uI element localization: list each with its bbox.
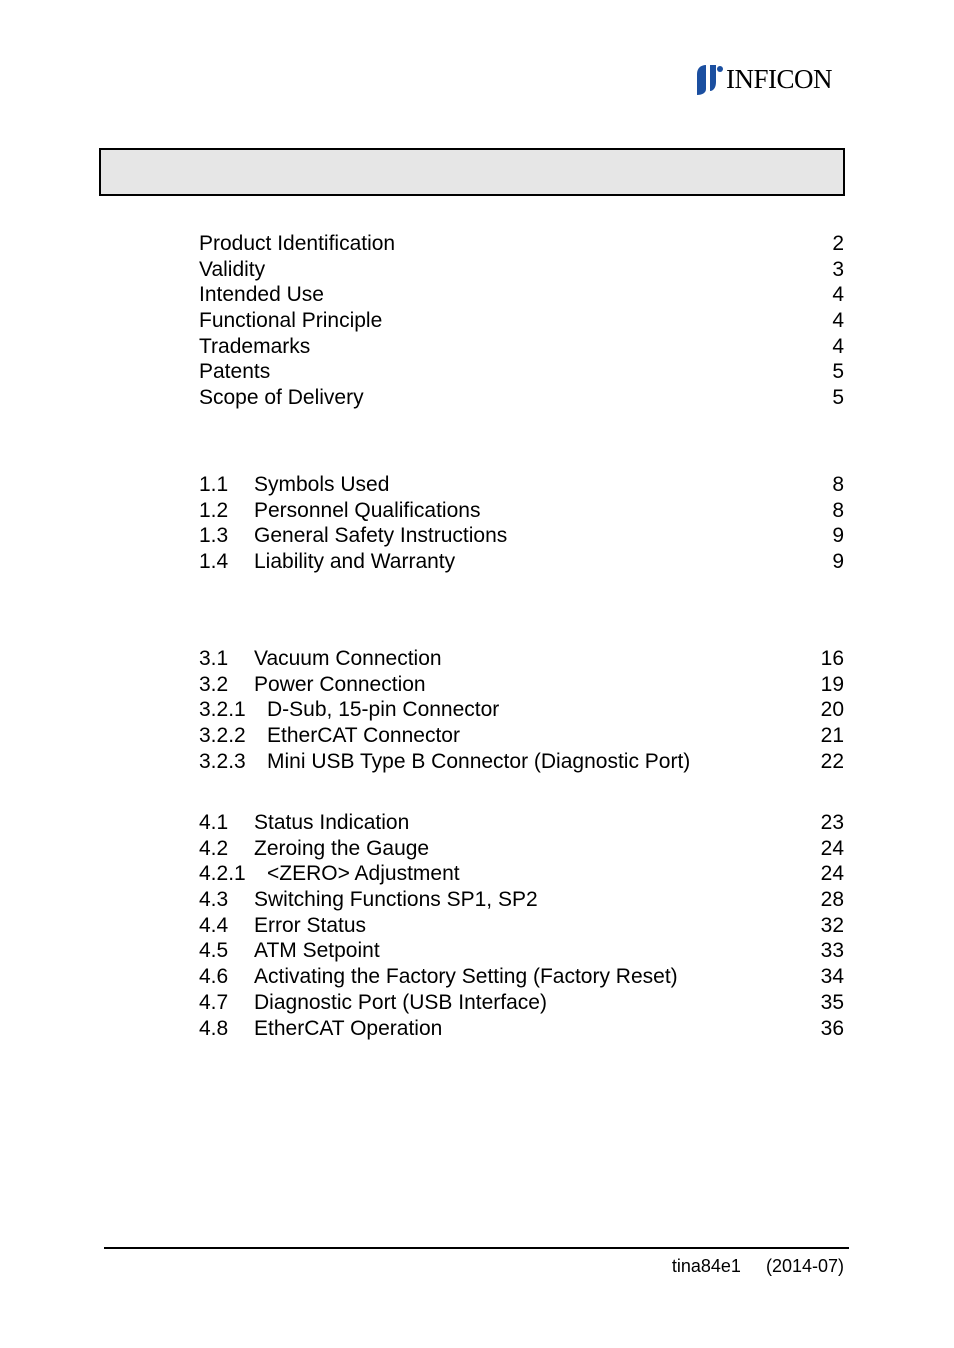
toc-entry[interactable] bbox=[199, 1016, 844, 1042]
toc-entry[interactable] bbox=[199, 549, 844, 575]
toc-entry-number: 4.8 bbox=[199, 1016, 229, 1040]
toc-entry[interactable] bbox=[199, 385, 844, 411]
toc-entry-page: 4 bbox=[832, 334, 844, 358]
toc-entry[interactable] bbox=[199, 810, 844, 836]
toc-entry-page: 35 bbox=[820, 990, 844, 1014]
toc-section-1 bbox=[199, 472, 844, 575]
toc-entry-title: Intended Use bbox=[199, 283, 324, 307]
toc-entry-title: Activating the Factory Setting (Factory Reset) bbox=[254, 965, 678, 989]
toc-entry-page: 5 bbox=[832, 386, 844, 410]
toc-entry-number: 4.1 bbox=[199, 811, 229, 834]
logo-text: INFICON bbox=[726, 63, 833, 94]
toc-entry-title: <ZERO> Adjustment bbox=[267, 862, 460, 886]
toc-entry-number: 1.2 bbox=[199, 498, 229, 522]
toc-entry-number: 4.6 bbox=[199, 965, 229, 989]
toc-entry-title: Patents bbox=[199, 360, 271, 384]
toc-entry-title: Validity bbox=[199, 257, 266, 281]
toc-entry-title: Functional Principle bbox=[199, 309, 383, 333]
toc-entry[interactable] bbox=[199, 938, 844, 964]
toc-entry-page: 16 bbox=[820, 647, 844, 670]
toc-entry-number: 4.5 bbox=[199, 939, 229, 963]
toc-section-4 bbox=[199, 810, 844, 1041]
toc-entry-number: 4.2 bbox=[199, 836, 229, 860]
toc-entry-title: Symbols Used bbox=[254, 473, 390, 496]
toc-front-matter bbox=[199, 231, 844, 411]
toc-section-3 bbox=[199, 646, 844, 774]
toc-entry-title: Error Status bbox=[254, 913, 367, 937]
toc-entry-page: 24 bbox=[820, 862, 844, 886]
toc-entry-title: Product Identification bbox=[199, 232, 396, 255]
toc-entry[interactable] bbox=[199, 672, 844, 698]
toc-entry-page: 22 bbox=[820, 749, 844, 773]
toc-entry-number: 4.7 bbox=[199, 990, 229, 1014]
toc-entry[interactable] bbox=[199, 913, 844, 939]
toc-entry-number: 3.2 bbox=[199, 672, 229, 696]
toc-entry-number: 3.2.1 bbox=[199, 698, 246, 722]
toc-entry-title: Switching Functions SP1, SP2 bbox=[254, 888, 538, 912]
toc-entry-page: 5 bbox=[832, 360, 844, 384]
toc-entry-number: 3.2.2 bbox=[199, 724, 246, 748]
toc-entry-page: 21 bbox=[820, 724, 844, 748]
toc-entry-page: 32 bbox=[820, 913, 844, 937]
toc-entry[interactable] bbox=[199, 964, 844, 990]
toc-entry-number: 1.3 bbox=[199, 524, 229, 548]
toc-entry[interactable] bbox=[199, 359, 844, 385]
toc-entry-title: Mini USB Type B Connector (Diagnostic Port) bbox=[267, 749, 691, 773]
toc-entry-page: 4 bbox=[832, 309, 844, 333]
toc-entry-page: 33 bbox=[820, 939, 844, 963]
toc-entry-title: Trademarks bbox=[199, 334, 311, 358]
toc-entry-title: Status Indication bbox=[254, 811, 410, 834]
toc-entry-number: 4.2.1 bbox=[199, 862, 246, 886]
toc-entry[interactable] bbox=[199, 334, 844, 360]
toc-entry-number: 1.1 bbox=[199, 473, 229, 496]
document-title-box bbox=[99, 148, 845, 196]
inficon-mark-icon bbox=[694, 62, 724, 96]
footer-date: (2014-07) bbox=[765, 1256, 844, 1276]
toc-entry-page: 36 bbox=[820, 1016, 844, 1040]
toc-entry[interactable] bbox=[199, 472, 844, 498]
toc-entry[interactable] bbox=[199, 836, 844, 862]
toc-entry-title: ATM Setpoint bbox=[254, 939, 380, 963]
toc-entry-number: 3.1 bbox=[199, 647, 229, 670]
toc-entry-page: 4 bbox=[832, 283, 844, 307]
footer-rule bbox=[104, 1247, 849, 1249]
footer-doc-id: tina84e1 bbox=[671, 1256, 741, 1276]
footer bbox=[672, 1256, 844, 1277]
toc-entry-title: EtherCAT Connector bbox=[267, 724, 460, 748]
toc-entry[interactable] bbox=[199, 646, 844, 672]
toc-entry-title: D-Sub, 15-pin Connector bbox=[267, 698, 500, 722]
toc-entry-title: General Safety Instructions bbox=[254, 524, 508, 548]
toc-entry-page: 8 bbox=[832, 473, 844, 496]
toc-entry-title: Vacuum Connection bbox=[254, 647, 442, 670]
toc-entry-title: Liability and Warranty bbox=[254, 550, 456, 574]
toc-entry-page: 9 bbox=[832, 550, 844, 574]
toc-entry[interactable] bbox=[199, 257, 844, 283]
toc-entry[interactable] bbox=[199, 861, 844, 887]
toc-entry-page: 3 bbox=[832, 257, 844, 281]
toc-entry-page: 28 bbox=[820, 888, 844, 912]
toc-entry[interactable] bbox=[199, 231, 844, 257]
toc-entry[interactable] bbox=[199, 498, 844, 524]
toc-entry-number: 3.2.3 bbox=[199, 749, 246, 773]
toc-entry[interactable] bbox=[199, 523, 844, 549]
toc-entry-page: 20 bbox=[820, 698, 844, 722]
toc-entry[interactable] bbox=[199, 282, 844, 308]
toc-entry-title: Scope of Delivery bbox=[199, 386, 364, 410]
toc-entry-title: Personnel Qualifications bbox=[254, 498, 481, 522]
toc-entry[interactable] bbox=[199, 723, 844, 749]
toc-entry-page: 9 bbox=[832, 524, 844, 548]
toc-entry[interactable] bbox=[199, 887, 844, 913]
toc-entry[interactable] bbox=[199, 749, 844, 775]
toc-entry-page: 34 bbox=[820, 965, 844, 989]
toc-entry[interactable] bbox=[199, 990, 844, 1016]
inficon-logo bbox=[694, 62, 832, 96]
toc-entry-page: 19 bbox=[820, 672, 844, 696]
toc-entry-number: 4.3 bbox=[199, 888, 229, 912]
toc-entry-number: 1.4 bbox=[199, 550, 229, 574]
toc-entry-page: 8 bbox=[832, 498, 844, 522]
toc-entry-page: 2 bbox=[832, 232, 844, 255]
toc-entry-title: Power Connection bbox=[254, 672, 426, 696]
toc-entry-page: 24 bbox=[820, 836, 844, 860]
toc-entry[interactable] bbox=[199, 697, 844, 723]
toc-entry-title: Diagnostic Port (USB Interface) bbox=[254, 990, 547, 1014]
toc-entry-page: 23 bbox=[820, 811, 844, 834]
toc-entry-number: 4.4 bbox=[199, 913, 229, 937]
toc-entry[interactable] bbox=[199, 308, 844, 334]
toc-entry-title: Zeroing the Gauge bbox=[254, 836, 430, 860]
toc-entry-title: EtherCAT Operation bbox=[254, 1016, 443, 1040]
